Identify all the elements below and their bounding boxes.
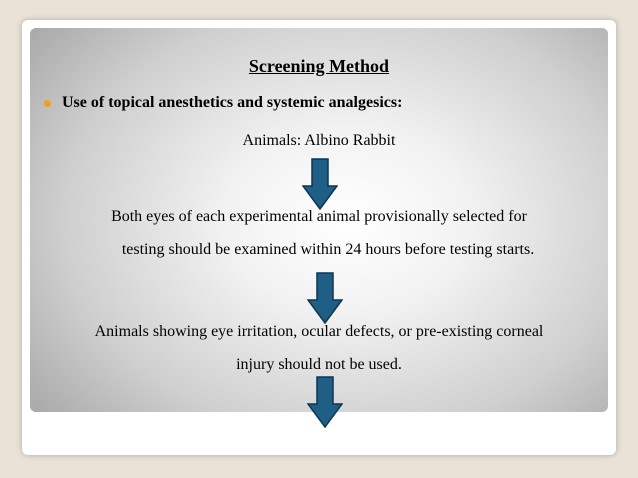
animals-line: Animals: Albino Rabbit	[242, 132, 396, 149]
bullet-text: Use of topical anesthetics and systemic analgesics:	[62, 94, 403, 111]
down-arrow-icon	[307, 376, 343, 428]
step-2-text	[30, 315, 608, 381]
slide	[22, 20, 616, 455]
step-1-line-2: testing should be examined within 24 hours before testing starts.	[121, 241, 535, 258]
step-1-text	[30, 200, 608, 266]
bullet-item	[44, 94, 402, 112]
bullet-dot-icon	[44, 100, 51, 107]
content-panel	[30, 28, 608, 412]
slide-title: Screening Method	[248, 56, 390, 76]
step-1-line-1: Both eyes of each experimental animal provisionally selected for	[111, 208, 527, 225]
step-2-line-1: Animals showing eye irritation, ocular defects, or pre-existing corneal	[94, 323, 544, 340]
step-2-line-2: injury should not be used.	[236, 356, 402, 373]
